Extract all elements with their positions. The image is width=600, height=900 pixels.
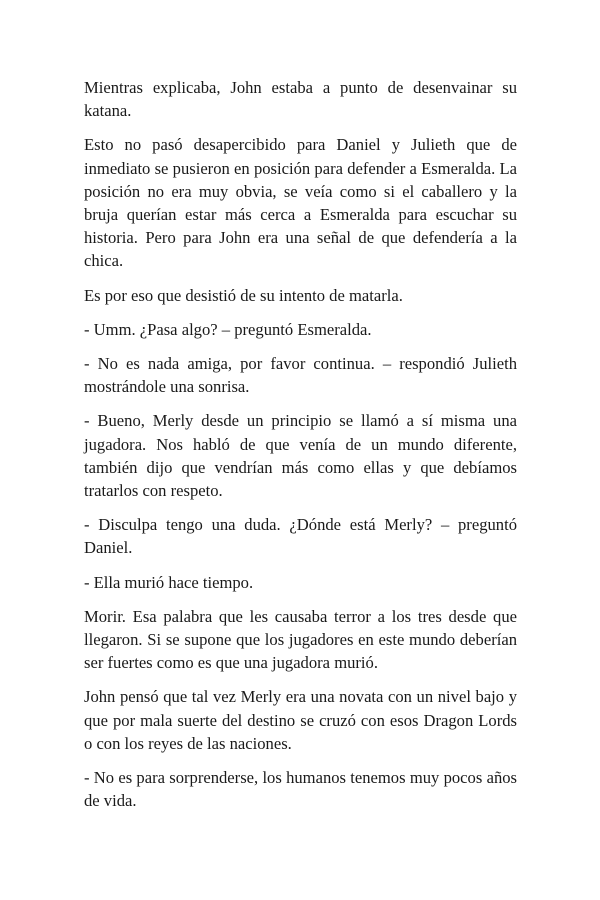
paragraph: - Bueno, Merly desde un principio se llamó a sí misma una jugadora. Nos habló de que venía de un mundo diferente, también dijo que vendrían más como ellas y que debíamos tratarlos con respeto. xyxy=(84,411,517,501)
paragraph: - Ella murió hace tiempo. xyxy=(84,572,254,592)
paragraph: Morir. Esa palabra que les causaba terror a los tres desde que llegaron. Si se supone que los jugadores en este mundo deberían ser fuertes como es que una jugadora murió. xyxy=(84,606,517,673)
paragraph: - Umm. ¿Pasa algo? – preguntó Esmeralda. xyxy=(84,319,372,339)
paragraph: Esto no pasó desapercibido para Daniel y Julieth que de inmediato se pusieron en posición para defender a Esmeralda. La posición no era muy obvia, se veía como si el caballero y la bruja querían estar más cerca a Esmeralda para escuchar su historia. Pero para John era una señal de que defendería a la chica. xyxy=(84,135,517,271)
paragraph: Mientras explicaba, John estaba a punto de desenvainar su katana. xyxy=(84,78,517,121)
paragraph: - No es para sorprenderse, los humanos tenemos muy pocos años de vida. xyxy=(84,768,517,811)
paragraph: Es por eso que desistió de su intento de matarla. xyxy=(84,285,403,305)
paragraph: John pensó que tal vez Merly era una novata con un nivel bajo y que por mala suerte del destino se cruzó con esos Dragon Lords o con los reyes de las naciones. xyxy=(84,687,517,753)
paragraph: - No es nada amiga, por favor continua. – respondió Julieth mostrándole una sonrisa. xyxy=(84,354,517,397)
book-page-body xyxy=(84,76,517,823)
paragraph: - Disculpa tengo una duda. ¿Dónde está Merly? – preguntó Daniel. xyxy=(84,515,517,558)
